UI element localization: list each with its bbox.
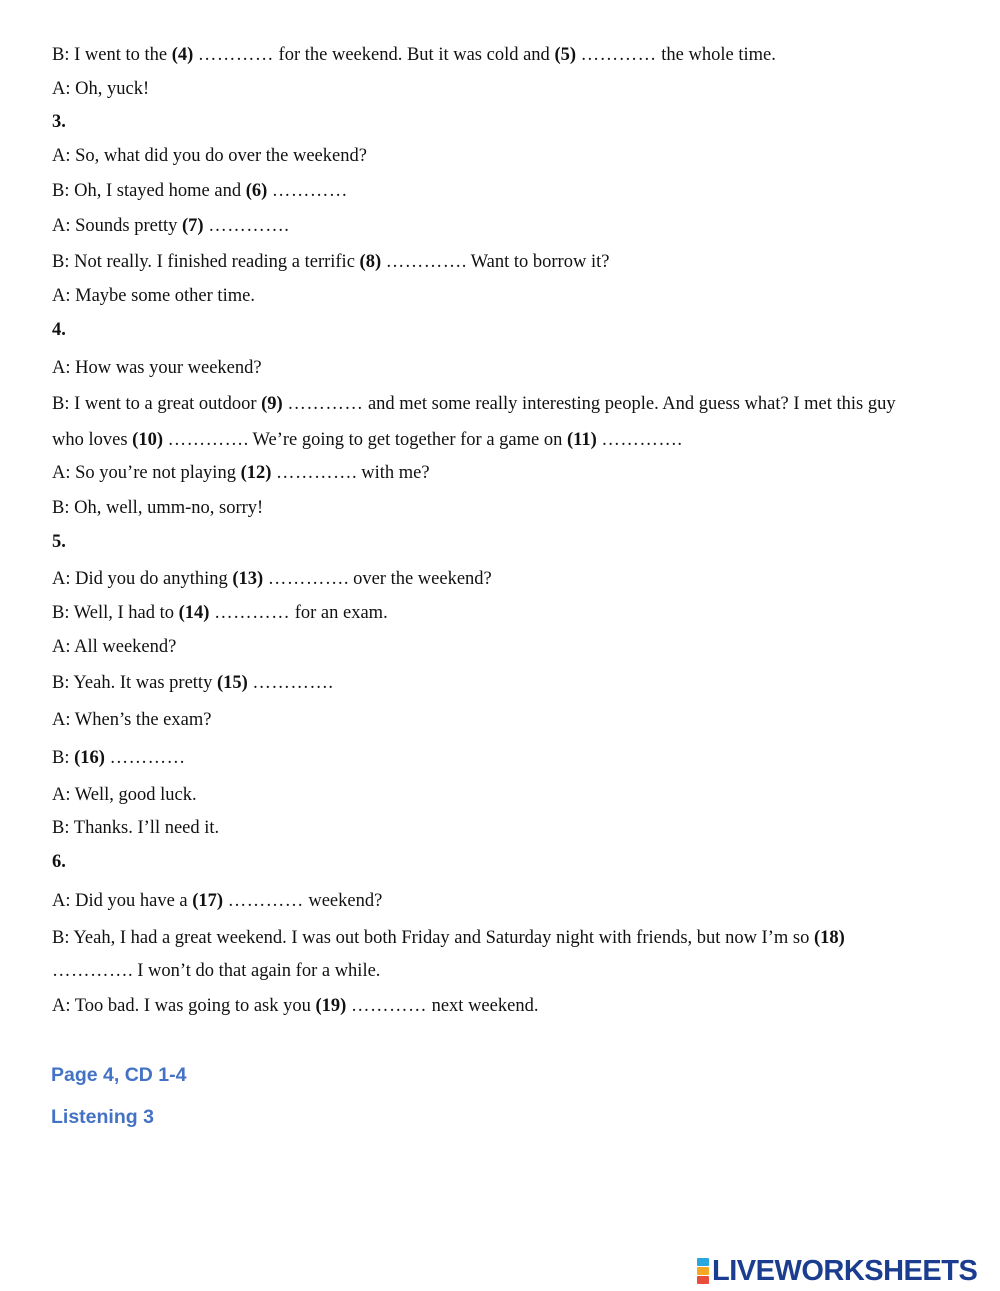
dialogue-line: [52, 393, 956, 415]
blank-number: (18): [813, 928, 845, 948]
line-text: B: Oh, I stayed home and: [52, 181, 246, 201]
dialogue-line: [52, 462, 956, 484]
blank-number: (17): [192, 891, 224, 911]
line-text: . We’re going to get together for a game on: [243, 430, 567, 450]
blank-number: (11): [566, 430, 597, 450]
listening-heading: Listening 3: [51, 1106, 154, 1128]
blank-field[interactable]: …………: [167, 430, 244, 450]
line-text: A: So you’re not playing: [52, 463, 241, 483]
dialogue-line: [52, 927, 956, 949]
line-text: A: Did you have a: [52, 891, 193, 911]
blank-field[interactable]: …………: [287, 394, 364, 414]
line-text: .: [677, 430, 683, 450]
line-text: .: [284, 216, 289, 236]
dialogue-line: A: All weekend?: [52, 637, 177, 657]
logo-mark-icon: [697, 1258, 709, 1284]
dialogue-line: [52, 995, 956, 1017]
section-number: 6.: [52, 852, 66, 872]
line-text: A: Did you do anything: [52, 569, 233, 589]
blank-number: (4): [171, 45, 194, 65]
section-number: 5.: [52, 532, 66, 552]
dialogue-line: A: How was your weekend?: [52, 358, 262, 378]
blank-field[interactable]: …………: [580, 45, 657, 65]
dialogue-line: A: When’s the exam?: [52, 710, 212, 730]
blank-number: (5): [554, 45, 577, 65]
dialogue-line: [52, 602, 956, 624]
line-text: B:: [52, 748, 75, 768]
line-text: and met some really interesting people. And guess what? I met this guy: [363, 394, 896, 414]
line-text: the whole time.: [656, 45, 776, 65]
line-text: A: Sounds pretty: [52, 216, 183, 236]
blank-field[interactable]: …………: [385, 252, 462, 272]
blank-field[interactable]: …………: [197, 45, 274, 65]
blank-number: (10): [132, 430, 163, 450]
blank-number: (7): [182, 216, 204, 236]
logo-block: [697, 1258, 709, 1266]
dialogue-line: [52, 568, 956, 590]
blank-number: (6): [245, 181, 268, 201]
blank-number: (9): [261, 394, 283, 414]
dialogue-line: [52, 890, 956, 912]
dialogue-line: B: Oh, well, umm-no, sorry!: [52, 498, 264, 518]
logo-text: LIVEWORKSHEETS: [712, 1254, 978, 1287]
page-reference-heading: Page 4, CD 1-4: [51, 1064, 187, 1086]
blank-field[interactable]: …………: [52, 961, 128, 981]
blank-field[interactable]: …………: [109, 748, 186, 768]
line-text: B: Well, I had to: [52, 603, 179, 623]
blank-field[interactable]: …………: [350, 996, 427, 1016]
line-text: for the weekend. But it was cold and: [273, 45, 555, 65]
line-text: . Want to borrow it?: [461, 252, 610, 272]
line-text: B: I went to a great outdoor: [52, 394, 262, 414]
dialogue-line: B: Thanks. I’ll need it.: [52, 818, 220, 838]
blank-number: (19): [315, 996, 347, 1016]
blank-field[interactable]: …………: [267, 569, 344, 589]
blank-field[interactable]: …………: [214, 603, 291, 623]
dialogue-line: [52, 44, 956, 66]
logo-block: [697, 1276, 709, 1284]
line-text: next weekend.: [426, 996, 539, 1016]
dialogue-line: [52, 180, 956, 202]
line-text: B: Yeah. It was pretty: [52, 673, 217, 693]
dialogue-line: [52, 960, 956, 982]
line-text: .: [328, 673, 334, 693]
section-number: 3.: [52, 112, 66, 132]
dialogue-line: A: Maybe some other time.: [52, 286, 255, 306]
blank-field[interactable]: …………: [271, 181, 348, 201]
dialogue-line: [52, 429, 956, 451]
line-text: . over the weekend?: [343, 569, 492, 589]
line-text: . with me?: [352, 463, 430, 483]
line-text: B: Yeah, I had a great weekend. I was out both Friday and Saturday night with friends, but now I’m so: [52, 928, 814, 948]
line-text: . I won’t do that again for a while.: [128, 961, 381, 981]
line-text: who loves: [52, 430, 133, 450]
blank-field[interactable]: …………: [227, 891, 304, 911]
dialogue-line: [52, 672, 956, 694]
line-text: weekend?: [303, 891, 383, 911]
blank-field[interactable]: …………: [252, 673, 329, 693]
dialogue-line: [52, 215, 956, 237]
line-text: B: Not really. I finished reading a terrific: [52, 252, 360, 272]
blank-number: (15): [216, 673, 248, 693]
line-text: B: I went to the: [52, 45, 172, 65]
liveworksheets-logo: [697, 1254, 977, 1288]
section-number: 4.: [52, 320, 66, 340]
blank-field[interactable]: …………: [601, 430, 678, 450]
dialogue-line: [52, 747, 956, 769]
dialogue-line: A: So, what did you do over the weekend?: [52, 146, 367, 166]
dialogue-line: A: Oh, yuck!: [52, 79, 150, 99]
blank-field[interactable]: …………: [276, 463, 353, 483]
blank-number: (13): [232, 569, 264, 589]
blank-field[interactable]: …………: [208, 216, 285, 236]
logo-block: [697, 1267, 709, 1275]
line-text: for an exam.: [290, 603, 388, 623]
dialogue-line: [52, 251, 956, 273]
blank-number: (12): [240, 463, 272, 483]
blank-number: (16): [74, 748, 105, 768]
blank-number: (14): [178, 603, 210, 623]
line-text: A: Too bad. I was going to ask you: [52, 996, 316, 1016]
dialogue-line: A: Well, good luck.: [52, 785, 197, 805]
blank-number: (8): [359, 252, 382, 272]
